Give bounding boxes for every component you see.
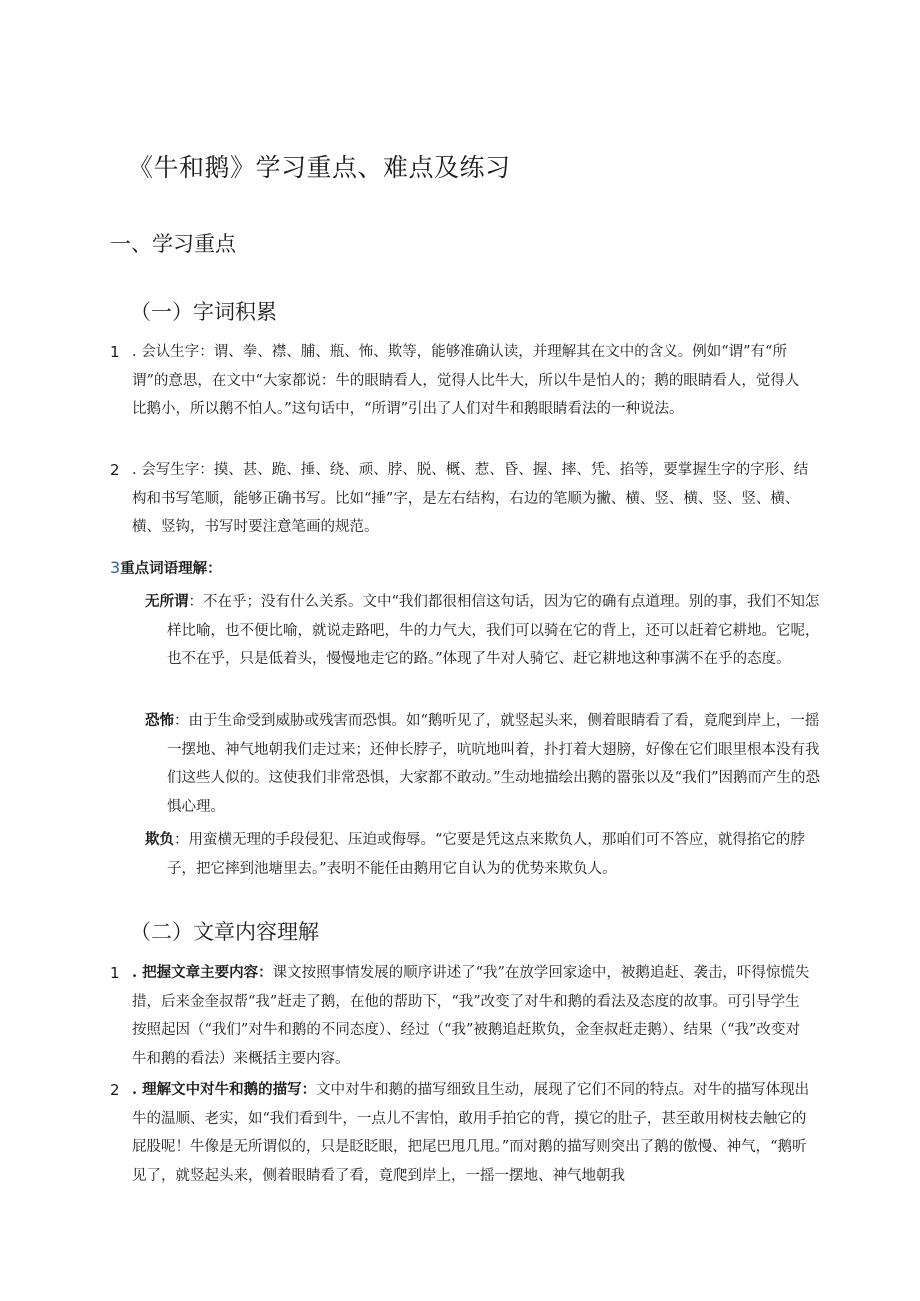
term-text: ：用蛮横无理的手段侵犯、压迫或侮辱。“它要是凭这点来欺负人，那咱们可不答应，就得掐它的脖子，把它摔到池塘里去。”表明不能任由鹅用它自认为的优势来欺负人。 [167, 832, 805, 877]
list-item-body: 文中对牛和鹅的描写细致且生动，展现了它们不同的特点。对牛的描写体现出牛的温顺、老实，如“我们看到牛，一点儿不害怕，敢用手拍它的背，摸它的肚子，甚至敢用树枝去触它的屁股呢！牛像是无所谓似的，只是眨眨眼，把尾巴甩几甩。”而对鹅的描写则突出了鹅的傲慢、神气，“鹅听见了，就竖起头来，侧着眼睛看了看，竟爬到岸上，一摇一摆地、神气地朝我 [132, 1082, 810, 1184]
list-item-body: 课文按照事情发展的顺序讲述了“我”在放学回家途中，被鹅追赶、袭击，吓得惊慌失措，后来金奎叔帮“我”赶走了鹅，在他的帮助下，“我”改变了对牛和鹅的看法及态度的故事。可引导学生按照起因（“我们”对牛和鹅的不同态度）、经过（“我”被鹅追赶欺负，金奎叔赶走鹅）、结果（“我”改变对牛和鹅的看法）来概括主要内容。 [132, 965, 810, 1067]
section-heading-key-points: 一、学习重点 [110, 232, 236, 256]
term-definition-qifu [145, 826, 833, 883]
list-item-text: . 会写生字：摸、甚、跪、捶、绕、顽、脖、脱、概、惹、昏、握、摔、凭、掐等，要掌握生字的字形、结构和书写笔顺，能够正确书写。比如“捶”字，是左右结构，右边的笔顺为撇、横、竖、横、竖、竖、横、横、竖钩，书写时要注意笔画的规范。 [132, 462, 809, 536]
term-definition-wusuowei [145, 588, 833, 674]
subheading-vocabulary: （一）字词积累 [130, 300, 277, 324]
subheading-content-understanding: （二）文章内容理解 [130, 920, 319, 944]
subheading-label: 重点词语理解： [120, 561, 222, 577]
list-item-text [110, 1076, 812, 1190]
list-number: 1 [110, 964, 120, 982]
list-item-text: . 会认生字：谓、拳、襟、脯、瓶、怖、欺等，能够准确认读，并理解其在文中的含义。例如“谓”有“所谓”的意思，在文中“大家都说：牛的眼睛看人，觉得人比牛大，所以牛是怕人的；鹅的眼睛看人，觉得人比鹅小，所以鹅不怕人。”这句话中，“所谓”引出了人们对牛和鹅眼睛看法的一种说法。 [132, 344, 800, 418]
term-word: 恐怖 [145, 713, 174, 729]
list-number: 1 [110, 343, 120, 361]
list-item-text [110, 959, 812, 1073]
document-title: 《牛和鹅》学习重点、难点及练习 [128, 153, 511, 182]
term-text: ：不在乎；没有什么关系。文中“我们都很相信这句话，因为它的确有点道理。别的事，我们不知怎样比喻，也不便比喻，就说走路吧，牛的力气大，我们可以骑在它的背上，还可以赶着它耕地。它呢，也不在乎，只是低着头，慢慢地走它的路。”体现了牛对人骑它、赶它耕地这种事满不在乎的态度。 [167, 594, 820, 668]
list-item-write-characters [110, 456, 812, 542]
list-number: 2 [110, 461, 120, 479]
list-item-recognize-characters [110, 338, 812, 424]
list-item-lead: . 理解文中对牛和鹅的描写： [132, 1081, 317, 1098]
term-word: 无所谓 [145, 594, 189, 610]
term-definition-kongbu [145, 707, 833, 821]
subheading-key-words [110, 557, 222, 578]
term-word: 欺负 [145, 832, 174, 848]
list-item-main-content [110, 959, 812, 1073]
list-item-description [110, 1076, 812, 1190]
list-item-lead: . 把握文章主要内容： [132, 964, 273, 981]
list-number: 2 [110, 1081, 120, 1099]
list-number: 3 [110, 558, 121, 577]
term-text: ：由于生命受到威胁或残害而恐惧。如“鹅听见了，就竖起头来，侧着眼睛看了看，竟爬到岸上，一摇一摆地、神气地朝我们走过来；还伸长脖子，吭吭地叫着，扑打着大翅膀，好像在它们眼里根本没有我们这些人似的。这使我们非常恐惧，大家都不敢动。”生动地描绘出鹅的嚣张以及“我们”因鹅而产生的恐惧心理。 [167, 713, 820, 815]
